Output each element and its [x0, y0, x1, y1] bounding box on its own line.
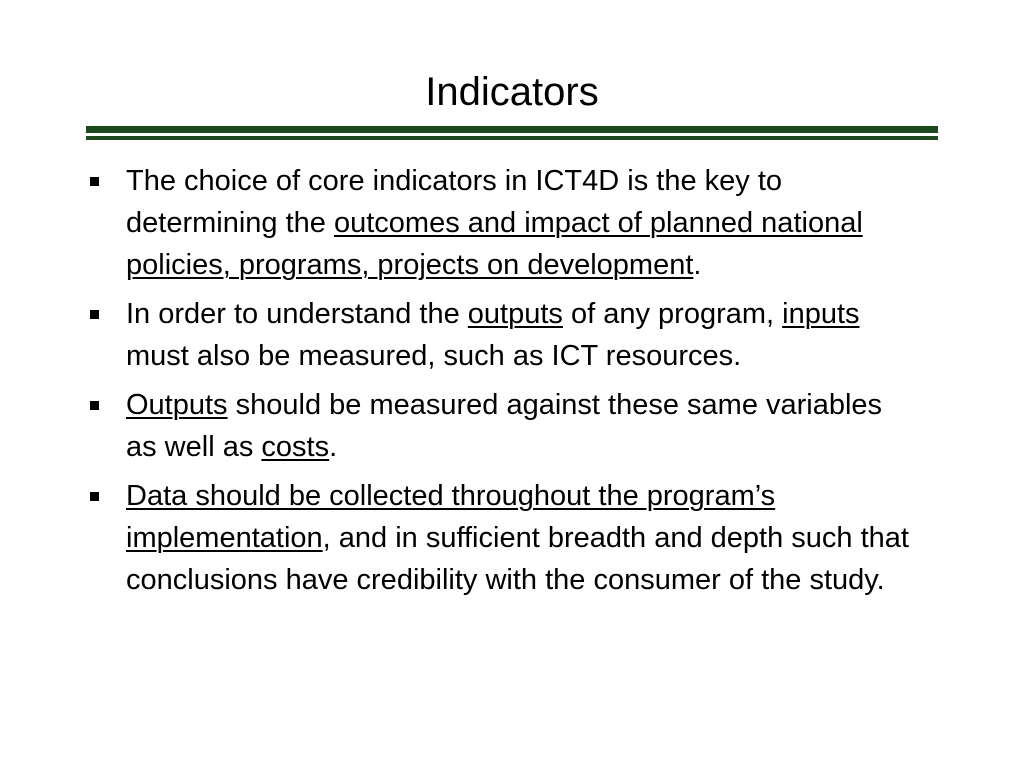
- bullet-text-underlined: inputs: [782, 298, 860, 330]
- square-bullet-icon: [90, 401, 99, 410]
- bullet-text-underlined: outcomes and impact of planned national policies, programs, projects on development: [126, 207, 863, 281]
- bullet-item: [86, 160, 916, 286]
- bullet-text-segment: of any program,: [562, 298, 783, 330]
- square-bullet-icon: [90, 492, 99, 501]
- bullet-text-underlined: outputs: [467, 298, 563, 330]
- bullet-text-segment: must also be measured, such as ICT resources.: [126, 340, 742, 372]
- title-divider: [86, 126, 938, 142]
- bullet-item: [86, 384, 916, 468]
- bullet-text-segment: should be measured against these same variables as well as: [126, 389, 883, 463]
- bullet-text-segment: .: [329, 431, 338, 463]
- title-divider-thick: [86, 126, 938, 133]
- slide-title: Indicators: [425, 70, 599, 114]
- bullet-text-segment: , and in sufficient breadth and depth such that conclusions have credibility with the consumer of the study.: [126, 522, 909, 596]
- bullet-text-segment: The choice of core indicators in ICT4D is the key to determining the: [126, 165, 783, 239]
- bullet-text-segment: In order to understand the: [126, 298, 468, 330]
- square-bullet-icon: [90, 177, 99, 186]
- bullet-item: [86, 293, 916, 377]
- bullet-text-underlined: Outputs: [126, 389, 228, 421]
- bullet-item: [86, 475, 916, 601]
- title-divider-thin: [86, 136, 938, 140]
- bullet-text-underlined: Data should be collected throughout the program’s implementation: [126, 480, 776, 554]
- square-bullet-icon: [90, 310, 99, 319]
- bullet-list: [86, 160, 916, 608]
- bullet-text-segment: .: [693, 249, 702, 281]
- bullet-text-underlined: costs: [261, 431, 330, 463]
